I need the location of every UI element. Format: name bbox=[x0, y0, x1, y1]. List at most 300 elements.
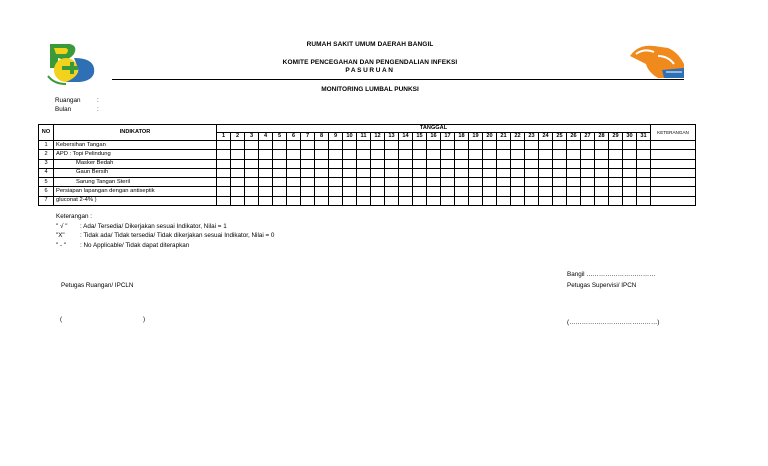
day-cell[interactable] bbox=[343, 178, 357, 187]
day-cell[interactable] bbox=[413, 178, 427, 187]
day-cell[interactable] bbox=[623, 196, 637, 205]
note-text: : Tidak ada/ Tidak tersedia/ Tidak dikerjakan sesuai Indikator, Nilai = 0 bbox=[80, 232, 275, 239]
note-item-x bbox=[56, 231, 274, 241]
keterangan-cell[interactable] bbox=[651, 196, 696, 205]
table-row bbox=[39, 150, 696, 159]
bulan-label: Bulan bbox=[55, 106, 72, 113]
day-cell[interactable] bbox=[441, 141, 455, 150]
day-number: 10 bbox=[343, 133, 357, 141]
day-cell[interactable] bbox=[637, 196, 651, 205]
day-cell[interactable] bbox=[511, 168, 525, 177]
day-cell[interactable] bbox=[217, 196, 231, 205]
day-cell[interactable] bbox=[553, 178, 567, 187]
day-cell[interactable] bbox=[385, 187, 399, 196]
day-cell[interactable] bbox=[609, 196, 623, 205]
day-cell[interactable] bbox=[525, 141, 539, 150]
day-cell[interactable] bbox=[315, 196, 329, 205]
day-number: 19 bbox=[469, 133, 483, 141]
day-cell[interactable] bbox=[497, 168, 511, 177]
legend-notes bbox=[56, 212, 274, 250]
day-number: 16 bbox=[427, 133, 441, 141]
day-cell[interactable] bbox=[469, 159, 483, 168]
day-cell[interactable] bbox=[427, 150, 441, 159]
day-cell[interactable] bbox=[231, 168, 245, 177]
day-cell[interactable] bbox=[287, 141, 301, 150]
indicator-cell: Sarung Tangan Steril bbox=[54, 178, 217, 187]
day-number: 17 bbox=[441, 133, 455, 141]
day-cell[interactable] bbox=[455, 159, 469, 168]
day-cell[interactable] bbox=[427, 196, 441, 205]
keterangan-header: KETERANGAN bbox=[651, 125, 696, 141]
day-cell[interactable] bbox=[357, 187, 371, 196]
day-cell[interactable] bbox=[609, 150, 623, 159]
day-cell[interactable] bbox=[637, 141, 651, 150]
day-cell[interactable] bbox=[343, 150, 357, 159]
day-cell[interactable] bbox=[497, 159, 511, 168]
day-cell[interactable] bbox=[301, 187, 315, 196]
day-cell[interactable] bbox=[385, 196, 399, 205]
day-cell[interactable] bbox=[469, 141, 483, 150]
day-cell[interactable] bbox=[427, 159, 441, 168]
left-signature-close: ) bbox=[143, 316, 146, 323]
day-cell[interactable] bbox=[553, 196, 567, 205]
day-cell[interactable] bbox=[259, 150, 273, 159]
day-cell[interactable] bbox=[595, 168, 609, 177]
day-cell[interactable] bbox=[371, 159, 385, 168]
day-cell[interactable] bbox=[623, 178, 637, 187]
day-cell[interactable] bbox=[399, 168, 413, 177]
day-number: 18 bbox=[455, 133, 469, 141]
day-cell[interactable] bbox=[441, 150, 455, 159]
day-cell[interactable] bbox=[329, 168, 343, 177]
day-cell[interactable] bbox=[623, 187, 637, 196]
keterangan-cell[interactable] bbox=[651, 150, 696, 159]
day-cell[interactable] bbox=[497, 196, 511, 205]
day-cell[interactable] bbox=[385, 141, 399, 150]
day-cell[interactable] bbox=[371, 141, 385, 150]
day-cell[interactable] bbox=[553, 159, 567, 168]
day-cell[interactable] bbox=[399, 196, 413, 205]
day-cell[interactable] bbox=[427, 141, 441, 150]
day-number: 3 bbox=[245, 133, 259, 141]
day-cell[interactable] bbox=[217, 168, 231, 177]
day-cell[interactable] bbox=[315, 187, 329, 196]
day-cell[interactable] bbox=[595, 159, 609, 168]
day-cell[interactable] bbox=[301, 178, 315, 187]
row-number: 2 bbox=[39, 150, 54, 159]
day-cell[interactable] bbox=[525, 196, 539, 205]
day-cell[interactable] bbox=[357, 178, 371, 187]
day-cell[interactable] bbox=[343, 187, 357, 196]
day-cell[interactable] bbox=[483, 168, 497, 177]
day-cell[interactable] bbox=[441, 168, 455, 177]
day-cell[interactable] bbox=[581, 168, 595, 177]
indicator-cell: Kebersihan Tangan bbox=[54, 141, 217, 150]
day-cell[interactable] bbox=[231, 178, 245, 187]
day-cell[interactable] bbox=[273, 159, 287, 168]
day-number: 15 bbox=[413, 133, 427, 141]
day-cell[interactable] bbox=[567, 159, 581, 168]
day-cell[interactable] bbox=[399, 178, 413, 187]
day-cell[interactable] bbox=[245, 187, 259, 196]
day-cell[interactable] bbox=[441, 159, 455, 168]
day-cell[interactable] bbox=[637, 150, 651, 159]
day-cell[interactable] bbox=[469, 178, 483, 187]
indicator-cell: APD : Topi Pelindung bbox=[54, 150, 217, 159]
form-title: MONITORING LUMBAL PUNKSI bbox=[321, 86, 419, 93]
table-row bbox=[39, 187, 696, 196]
note-symbol: " - " bbox=[56, 241, 67, 249]
day-number: 25 bbox=[553, 133, 567, 141]
day-number: 11 bbox=[357, 133, 371, 141]
day-cell[interactable] bbox=[567, 168, 581, 177]
ruangan-field bbox=[55, 97, 99, 104]
day-cell[interactable] bbox=[287, 159, 301, 168]
day-cell[interactable] bbox=[595, 178, 609, 187]
day-cell[interactable] bbox=[525, 187, 539, 196]
day-number: 23 bbox=[525, 133, 539, 141]
monitoring-table bbox=[38, 124, 696, 206]
day-cell[interactable] bbox=[315, 150, 329, 159]
left-signature-open: ( bbox=[60, 316, 63, 323]
day-cell[interactable] bbox=[301, 168, 315, 177]
day-number: 2 bbox=[231, 133, 245, 141]
day-cell[interactable] bbox=[399, 150, 413, 159]
day-cell[interactable] bbox=[581, 141, 595, 150]
day-cell[interactable] bbox=[427, 168, 441, 177]
day-cell[interactable] bbox=[609, 187, 623, 196]
day-cell[interactable] bbox=[231, 150, 245, 159]
day-cell[interactable] bbox=[259, 178, 273, 187]
day-number: 20 bbox=[483, 133, 497, 141]
day-cell[interactable] bbox=[525, 168, 539, 177]
day-cell[interactable] bbox=[637, 159, 651, 168]
row-number: 1 bbox=[39, 141, 54, 150]
day-cell[interactable] bbox=[413, 159, 427, 168]
day-cell[interactable] bbox=[497, 141, 511, 150]
day-cell[interactable] bbox=[245, 150, 259, 159]
day-cell[interactable] bbox=[357, 150, 371, 159]
day-number: 29 bbox=[609, 133, 623, 141]
day-cell[interactable] bbox=[343, 196, 357, 205]
left-signature-label: Petugas Ruangan/ IPCLN bbox=[61, 282, 134, 289]
table-row bbox=[39, 196, 696, 205]
day-number: 13 bbox=[385, 133, 399, 141]
day-cell[interactable] bbox=[315, 159, 329, 168]
day-cell[interactable] bbox=[329, 150, 343, 159]
day-cell[interactable] bbox=[553, 141, 567, 150]
keterangan-cell[interactable] bbox=[651, 178, 696, 187]
day-number: 6 bbox=[287, 133, 301, 141]
day-cell[interactable] bbox=[441, 196, 455, 205]
day-cell[interactable] bbox=[385, 159, 399, 168]
day-cell[interactable] bbox=[287, 187, 301, 196]
day-number: 5 bbox=[273, 133, 287, 141]
table-row bbox=[39, 159, 696, 168]
day-cell[interactable] bbox=[609, 178, 623, 187]
day-number: 14 bbox=[399, 133, 413, 141]
day-cell[interactable] bbox=[623, 159, 637, 168]
day-cell[interactable] bbox=[525, 178, 539, 187]
day-cell[interactable] bbox=[469, 187, 483, 196]
day-cell[interactable] bbox=[483, 178, 497, 187]
day-cell[interactable] bbox=[623, 150, 637, 159]
day-cell[interactable] bbox=[581, 178, 595, 187]
day-cell[interactable] bbox=[399, 141, 413, 150]
day-cell[interactable] bbox=[315, 178, 329, 187]
day-cell[interactable] bbox=[609, 168, 623, 177]
day-cell[interactable] bbox=[455, 150, 469, 159]
day-cell[interactable] bbox=[539, 159, 553, 168]
day-cell[interactable] bbox=[371, 178, 385, 187]
day-cell[interactable] bbox=[259, 196, 273, 205]
row-number: 7 bbox=[39, 196, 54, 205]
day-cell[interactable] bbox=[623, 168, 637, 177]
day-cell[interactable] bbox=[511, 196, 525, 205]
day-cell[interactable] bbox=[427, 187, 441, 196]
day-cell[interactable] bbox=[441, 187, 455, 196]
day-number: 4 bbox=[259, 133, 273, 141]
day-cell[interactable] bbox=[413, 196, 427, 205]
day-cell[interactable] bbox=[301, 141, 315, 150]
table-header-row bbox=[39, 125, 696, 133]
day-cell[interactable] bbox=[539, 168, 553, 177]
day-cell[interactable] bbox=[511, 159, 525, 168]
right-signature-label: Petugas Supervisi/ IPCN bbox=[567, 282, 637, 289]
ruangan-colon: : bbox=[97, 97, 99, 104]
day-cell[interactable] bbox=[301, 150, 315, 159]
ruangan-label: Ruangan bbox=[55, 97, 81, 104]
row-number: 5 bbox=[39, 178, 54, 187]
day-cell[interactable] bbox=[567, 141, 581, 150]
day-cell[interactable] bbox=[343, 168, 357, 177]
hospital-name: RUMAH SAKIT UMUM DAERAH BANGIL bbox=[306, 41, 434, 48]
note-symbol: "X" bbox=[56, 232, 65, 239]
day-cell[interactable] bbox=[413, 168, 427, 177]
day-cell[interactable] bbox=[581, 150, 595, 159]
day-cell[interactable] bbox=[273, 196, 287, 205]
day-cell[interactable] bbox=[385, 150, 399, 159]
day-cell[interactable] bbox=[553, 168, 567, 177]
day-cell[interactable] bbox=[637, 168, 651, 177]
day-cell[interactable] bbox=[357, 196, 371, 205]
day-cell[interactable] bbox=[637, 187, 651, 196]
indicator-cell: gluconat 2-4% ) bbox=[54, 196, 217, 205]
day-cell[interactable] bbox=[273, 168, 287, 177]
day-cell[interactable] bbox=[357, 159, 371, 168]
day-cell[interactable] bbox=[245, 168, 259, 177]
day-number: 21 bbox=[497, 133, 511, 141]
day-cell[interactable] bbox=[231, 159, 245, 168]
day-cell[interactable] bbox=[581, 196, 595, 205]
day-cell[interactable] bbox=[483, 150, 497, 159]
day-cell[interactable] bbox=[539, 178, 553, 187]
day-number: 24 bbox=[539, 133, 553, 141]
day-cell[interactable] bbox=[469, 196, 483, 205]
day-cell[interactable] bbox=[553, 150, 567, 159]
day-number: 22 bbox=[511, 133, 525, 141]
day-cell[interactable] bbox=[231, 196, 245, 205]
table-row bbox=[39, 168, 696, 177]
note-item-check bbox=[56, 222, 274, 232]
day-cell[interactable] bbox=[497, 187, 511, 196]
day-cell[interactable] bbox=[385, 168, 399, 177]
day-cell[interactable] bbox=[329, 187, 343, 196]
day-cell[interactable] bbox=[455, 196, 469, 205]
day-cell[interactable] bbox=[329, 141, 343, 150]
day-cell[interactable] bbox=[217, 159, 231, 168]
day-cell[interactable] bbox=[539, 150, 553, 159]
day-cell[interactable] bbox=[357, 141, 371, 150]
day-cell[interactable] bbox=[567, 187, 581, 196]
day-cell[interactable] bbox=[385, 178, 399, 187]
day-cell[interactable] bbox=[525, 159, 539, 168]
day-cell[interactable] bbox=[595, 187, 609, 196]
header-divider bbox=[112, 79, 684, 80]
day-cell[interactable] bbox=[567, 196, 581, 205]
ppi-logo bbox=[628, 42, 686, 80]
day-cell[interactable] bbox=[259, 168, 273, 177]
day-cell[interactable] bbox=[623, 141, 637, 150]
day-cell[interactable] bbox=[399, 159, 413, 168]
day-cell[interactable] bbox=[217, 178, 231, 187]
day-cell[interactable] bbox=[539, 187, 553, 196]
day-cell[interactable] bbox=[469, 150, 483, 159]
day-cell[interactable] bbox=[245, 159, 259, 168]
table-row bbox=[39, 141, 696, 150]
keterangan-cell[interactable] bbox=[651, 159, 696, 168]
day-cell[interactable] bbox=[427, 178, 441, 187]
day-cell[interactable] bbox=[343, 141, 357, 150]
day-cell[interactable] bbox=[301, 159, 315, 168]
day-cell[interactable] bbox=[567, 178, 581, 187]
day-cell[interactable] bbox=[357, 168, 371, 177]
day-cell[interactable] bbox=[609, 141, 623, 150]
day-cell[interactable] bbox=[497, 150, 511, 159]
day-cell[interactable] bbox=[595, 141, 609, 150]
day-cell[interactable] bbox=[371, 196, 385, 205]
day-number: 28 bbox=[595, 133, 609, 141]
day-cell[interactable] bbox=[483, 196, 497, 205]
day-cell[interactable] bbox=[539, 141, 553, 150]
day-cell[interactable] bbox=[371, 168, 385, 177]
keterangan-cell[interactable] bbox=[651, 187, 696, 196]
day-number: 1 bbox=[217, 133, 231, 141]
day-cell[interactable] bbox=[287, 150, 301, 159]
day-cell[interactable] bbox=[329, 178, 343, 187]
keterangan-cell[interactable] bbox=[651, 141, 696, 150]
day-number: 7 bbox=[301, 133, 315, 141]
day-cell[interactable] bbox=[497, 178, 511, 187]
day-cell[interactable] bbox=[567, 150, 581, 159]
day-cell[interactable] bbox=[259, 141, 273, 150]
no-header: NO bbox=[39, 125, 54, 141]
day-cell[interactable] bbox=[273, 178, 287, 187]
day-cell[interactable] bbox=[511, 141, 525, 150]
day-cell[interactable] bbox=[371, 150, 385, 159]
day-cell[interactable] bbox=[637, 178, 651, 187]
row-number: 6 bbox=[39, 187, 54, 196]
indicator-cell: Masker Bedah bbox=[54, 159, 217, 168]
day-cell[interactable] bbox=[301, 196, 315, 205]
day-cell[interactable] bbox=[245, 141, 259, 150]
day-cell[interactable] bbox=[413, 187, 427, 196]
day-cell[interactable] bbox=[287, 196, 301, 205]
day-cell[interactable] bbox=[231, 187, 245, 196]
day-cell[interactable] bbox=[455, 168, 469, 177]
day-cell[interactable] bbox=[259, 187, 273, 196]
day-number: 31 bbox=[637, 133, 651, 141]
day-cell[interactable] bbox=[371, 187, 385, 196]
day-cell[interactable] bbox=[511, 150, 525, 159]
day-cell[interactable] bbox=[581, 187, 595, 196]
day-cell[interactable] bbox=[315, 168, 329, 177]
keterangan-cell[interactable] bbox=[651, 168, 696, 177]
day-cell[interactable] bbox=[441, 178, 455, 187]
indicator-cell: Persiapan lapangan dengan antiseptik bbox=[54, 187, 217, 196]
notes-heading: Keterangan : bbox=[56, 213, 93, 220]
day-cell[interactable] bbox=[217, 141, 231, 150]
day-cell[interactable] bbox=[483, 159, 497, 168]
day-cell[interactable] bbox=[399, 187, 413, 196]
hospital-logo bbox=[44, 40, 102, 86]
day-cell[interactable] bbox=[343, 159, 357, 168]
day-cell[interactable] bbox=[455, 187, 469, 196]
day-cell[interactable] bbox=[525, 150, 539, 159]
day-cell[interactable] bbox=[511, 178, 525, 187]
day-cell[interactable] bbox=[581, 159, 595, 168]
day-cell[interactable] bbox=[483, 187, 497, 196]
right-signature-line: (……………………………………) bbox=[567, 319, 660, 326]
day-cell[interactable] bbox=[595, 196, 609, 205]
day-cell[interactable] bbox=[483, 141, 497, 150]
row-number: 4 bbox=[39, 168, 54, 177]
day-cell[interactable] bbox=[273, 141, 287, 150]
indikator-header: INDIKATOR bbox=[54, 125, 217, 141]
day-cell[interactable] bbox=[245, 178, 259, 187]
day-cell[interactable] bbox=[553, 187, 567, 196]
day-cell[interactable] bbox=[413, 150, 427, 159]
table-row bbox=[39, 178, 696, 187]
right-signature-place: Bangil …………………………… bbox=[567, 271, 656, 278]
day-cell[interactable] bbox=[413, 141, 427, 150]
day-cell[interactable] bbox=[469, 168, 483, 177]
day-cell[interactable] bbox=[609, 159, 623, 168]
day-cell[interactable] bbox=[245, 196, 259, 205]
day-cell[interactable] bbox=[287, 168, 301, 177]
day-cell[interactable] bbox=[217, 187, 231, 196]
day-number: 8 bbox=[315, 133, 329, 141]
day-cell[interactable] bbox=[511, 187, 525, 196]
note-text: : No Applicable/ Tidak dapat diterapkan bbox=[80, 241, 190, 249]
day-cell[interactable] bbox=[595, 150, 609, 159]
note-item-dash bbox=[56, 241, 274, 251]
day-cell[interactable] bbox=[315, 141, 329, 150]
day-cell[interactable] bbox=[287, 178, 301, 187]
day-cell[interactable] bbox=[259, 159, 273, 168]
day-cell[interactable] bbox=[273, 187, 287, 196]
day-cell[interactable] bbox=[539, 196, 553, 205]
day-cell[interactable] bbox=[231, 141, 245, 150]
day-cell[interactable] bbox=[273, 150, 287, 159]
committee-name: KOMITE PENCEGAHAN DAN PENGENDALIAN INFEKSI bbox=[282, 59, 458, 66]
day-cell[interactable] bbox=[217, 150, 231, 159]
day-cell[interactable] bbox=[455, 141, 469, 150]
day-cell[interactable] bbox=[455, 178, 469, 187]
day-cell[interactable] bbox=[329, 159, 343, 168]
day-cell[interactable] bbox=[329, 196, 343, 205]
bulan-field bbox=[55, 106, 99, 113]
